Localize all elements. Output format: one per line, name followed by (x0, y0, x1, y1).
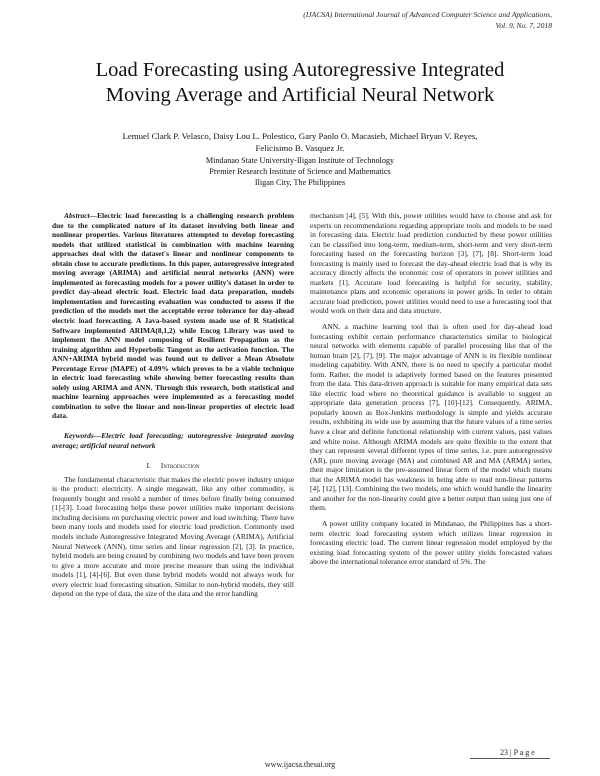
keywords-label: Keywords— (64, 431, 102, 441)
journal-header (152, 10, 552, 31)
section-title: Introduction (160, 461, 200, 471)
title-line-1: Load Forecasting using Autoregressive Integrated (95, 59, 505, 81)
author-list (40, 130, 560, 154)
intro-paragraph-1: The fundamental characteristic that makes the electric power industry unique is the product: electricity. A single megawatt, like any other commodity, is frequently bought and resold a number of times before finally being consumed [1]-[3]. Load forecasting helps these power utilities make important decisions including decisions on purchasing electric power and load switching. There have been many tools and models used for electric load prediction. Commonly used models include Autoregressive Integrated Moving Average (ARIMA), Artificial Neural Network (ANN), time series and linear regression [2], [3]. In practice, hybrid models are being created by combining two models and have been proven to give a more accurate and more precise measure than using the individual models [1], [4]-[6]. But even these hybrid models would not always work for every electric load forecasting situation. Similar to non-hybrid models, they still depend on the type of data, the size of the data and the error handling (52, 474, 294, 599)
left-column (52, 211, 294, 603)
intro-paragraph-4: A power utility company located in Mindanao, the Philippines has a short-term electric load forecasting system which utilizes linear regression in forecasting electric load. The current linear regression model employed by the existing load forecasting system of the power utility yields forecasted values above the international tolerance error standard of 5%. The (310, 518, 552, 567)
affiliation-city: Iligan City, The Philippines (254, 178, 346, 187)
keywords (52, 431, 294, 450)
paper-title (30, 58, 570, 108)
right-column (310, 211, 552, 571)
abstract-text: Electric load forecasting is a challenging research problem due to the complicated nature of its dataset involving both linear and nonlinear properties. Various literatures attempted to develop forecasting models that utilized statistical in combination with machine learning approaches deal with the dataset's linear and nonlinear components to obtain close to accurate predictions. In this paper, autoregressive integrated moving average (ARIMA) and artificial neural networks (ANN) were implemented as forecasting models for a power utility's dataset in order to predict day-ahead electric load. Electric load data preparation, models implementation and forecasting evaluation was conducted to assess if the prediction of the models met the acceptable error tolerance for day-ahead electric load forecasting. A Java-based system made use of R Statistical Software implemented ARIMA(8,1,2) while Encog Library was used to implement the ANN model composing of Resilient Propagation as the training algorithm and Hyperbolic Tangent as the activation function. The ANN+ARIMA hybrid model was found out to deliver a Mean Absolute Percentage Error (MAPE) of 4.09% which proves to be a viable technique in electric load forecasting while showing better forecasting results than solely using ARIMA and ANN. Through this research, both statistical and machine learning approaches were implemented as a forecasting model combination to solve the linear and non-linear properties of electric load data. (52, 211, 294, 421)
keywords-text: Electric load forecasting; autoregressive integrated moving average; artificial neural network (52, 431, 294, 450)
abstract (52, 211, 294, 421)
journal-name: (IJACSA) International Journal of Advanced Computer Science and Applications, (303, 10, 552, 19)
title-line-2: Moving Average and Artificial Neural Network (105, 84, 495, 106)
section-heading-introduction (52, 461, 294, 471)
authors-line-2: Felicisimo B. Vasquez Jr. (255, 143, 345, 153)
footer-divider (470, 758, 550, 759)
page-number: 23 | P a g e (500, 748, 535, 757)
abstract-label: Abstract— (64, 211, 98, 220)
intro-paragraph-3: ANN, a machine learning tool that is often used for day-ahead load forecasting exhibit certain performance characteristics similar to biological neural networks with elements capable of parallel processing like that of the human brain [2], [7], [9]. The major advantage of ANN is its flexible nonlinear modeling capability. With ANN, there is no need to specify a particular model form. Rather, the model is adaptively formed based on the features presented from the data. This data-driven approach is suitable for many empirical data sets like electric load where no theoretical guidance is available to suggest an appropriate data generation process [7], [10]-[12]. Consequently, ARIMA, popularly known as Box-Jenkins methodology is simple and yields accurate results, exhibiting its wide use by assuming that the future values of a time series have a clear and definite functional relationship with current values, past values and white noise. Although ARIMA models are quite flexible to the extent that they can represent several different types of time series, i.e. pure autoregressive (AR), pure moving average (MA) and combined AR and MA (ARMA) series, their major limitation is the pre-assumed linear form of the model which means that the ARIMA model has weakness in being able to read non-linear patterns [4], [12], [13]. Combining the two models, one which would handle the linearity and another for the non-linearity could give a better output than using just one of them. (310, 322, 552, 513)
journal-volume: Vol. 9, No. 7, 2018 (495, 20, 552, 30)
section-number: I. (146, 461, 152, 471)
authors-line-1: Lemuel Clark P. Velasco, Daisy Lou L. Polestico, Gary Paolo O. Macasieb, Michael Bryan V. Reyes, (122, 131, 478, 141)
intro-paragraph-2: mechanism [4], [5]. With this, power utilities would have to choose and ask for experts on recommendations regarding appropriate tools and models to be used in forecasting data. Electric load prediction conducted by these power utilities can be classified into long-term, medium-term, short-term and very short-term forecasting based on the forecasting horizon [3], [7], [8]. Short-term load forecasting is mainly used to forecast the day-ahead electric load that is why its accuracy directly affects the economic cost of operators in power utilities and markets [1]. Accurate load forecasting is helpful for security, stability, maintenance plans and economic operations in power grids. In order to obtain accurate load prediction, power utilities would need to use a forecasting tool that would work on their data and data structure. (310, 211, 552, 316)
affiliation-university: Mindanao State University-Iligan Institute of Technology (205, 156, 395, 165)
affiliation-institute: Premier Research Institute of Science and Mathematics (209, 167, 391, 176)
footer-url: www.ijacsa.thesai.org (264, 760, 336, 769)
